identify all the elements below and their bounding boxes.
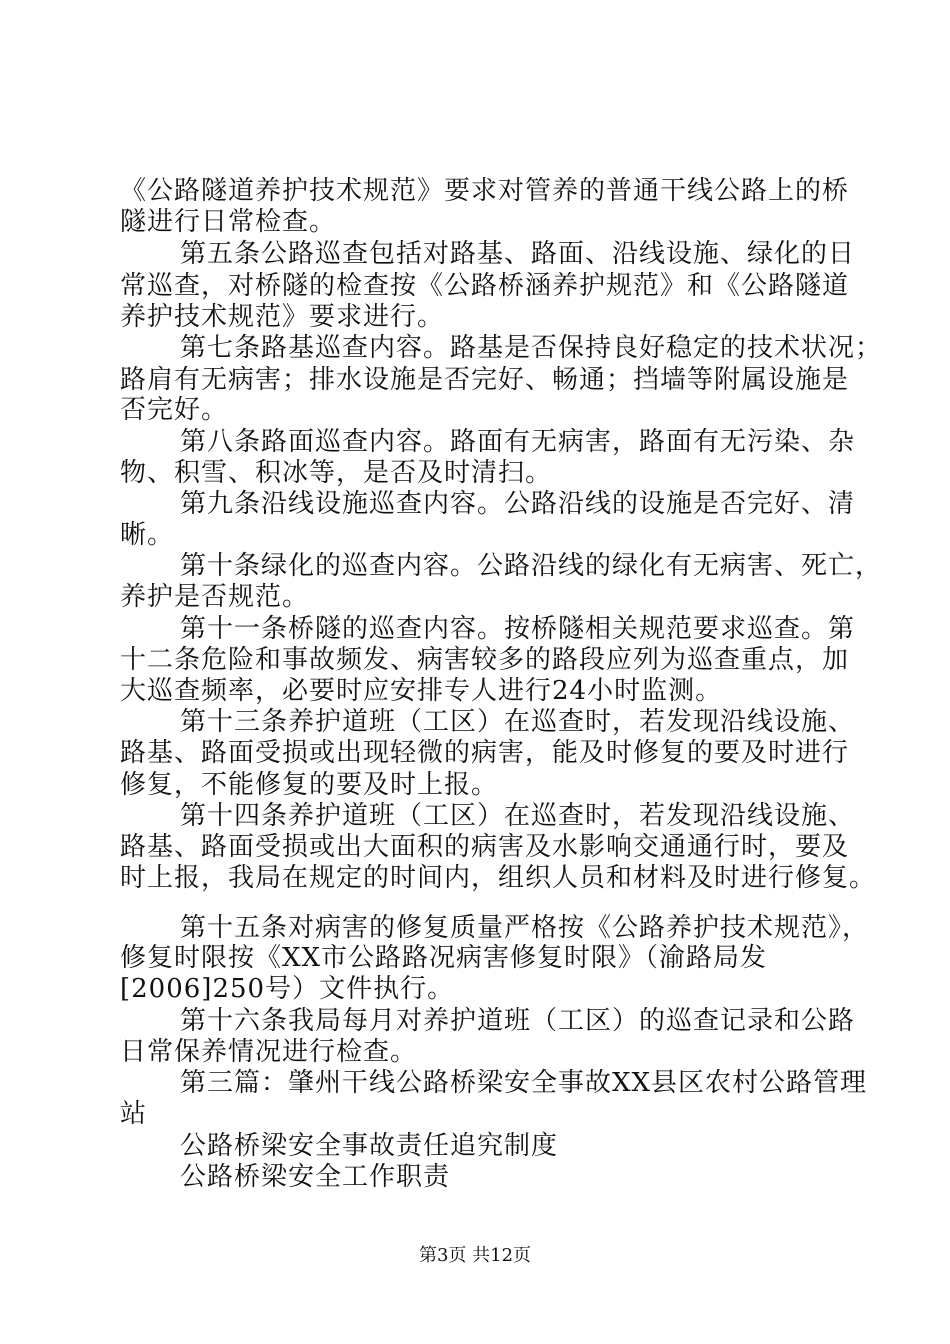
text-line: 路基、路面受损或出大面积的病害及水影响交通通行时，要及	[120, 832, 850, 862]
text-line: 日常保养情况进行检查。	[120, 1037, 418, 1067]
text-line: 养护技术规范》要求进行。	[120, 302, 445, 332]
text-line: 大巡查频率，必要时应安排专人进行24小时监测。	[120, 676, 723, 706]
text-line: 第八条路面巡查内容。路面有无病害，路面有无污染、杂	[180, 427, 856, 457]
page-number-footer: 第3页 共12页	[418, 1245, 532, 1266]
text-line: 修复时限按《XX市公路路况病害修复时限》（渝路局发	[120, 943, 768, 973]
text-line: 路肩有无病害；排水设施是否完好、畅通；挡墙等附属设施是	[120, 365, 850, 395]
text-line: 十二条危险和事故频发、病害较多的路段应列为巡查重点，加	[120, 645, 850, 675]
text-line: 第十六条我局每月对养护道班（工区）的巡查记录和公路	[180, 1006, 856, 1036]
text-line: 晰。	[120, 520, 175, 550]
text-line: 公路桥梁安全事故责任追究制度	[180, 1131, 559, 1161]
text-line: 第五条公路巡查包括对路基、路面、沿线设施、绿化的日	[180, 239, 856, 269]
text-line: 第三篇：肇州干线公路桥梁安全事故XX县区农村公路管理	[180, 1068, 868, 1098]
text-line: 第十五条对病害的修复质量严格按《公路养护技术规范》，	[180, 913, 870, 943]
text-line: 第九条沿线设施巡查内容。公路沿线的设施是否完好、清	[180, 489, 856, 519]
text-line: 时上报，我局在规定的时间内，组织人员和材料及时进行修复。	[120, 863, 877, 893]
text-line: 隧进行日常检查。	[120, 207, 337, 237]
text-line: 物、积雪、积冰等，是否及时清扫。	[120, 458, 553, 488]
text-line: 站	[120, 1099, 148, 1129]
text-line: 公路桥梁安全工作职责	[180, 1162, 451, 1192]
text-line: 第七条路基巡查内容。路基是否保持良好稳定的技术状况；	[180, 333, 883, 363]
text-line: 第十三条养护道班（工区）在巡查时，若发现沿线设施、	[180, 707, 856, 737]
text-line: 第十四条养护道班（工区）在巡查时，若发现沿线设施、	[180, 801, 856, 831]
text-line: 常巡查，对桥隧的检查按《公路桥涵养护规范》和《公路隧道	[120, 271, 850, 301]
text-line: 养护是否规范。	[120, 582, 310, 612]
text-line: 路基、路面受损或出现轻微的病害，能及时修复的要及时进行	[120, 738, 850, 768]
text-line: [2006]250号）文件执行。	[120, 974, 455, 1004]
text-line: 修复，不能修复的要及时上报。	[120, 770, 499, 800]
text-line: 第十一条桥隧的巡查内容。按桥隧相关规范要求巡查。第	[180, 614, 856, 644]
text-line: 第十条绿化的巡查内容。公路沿线的绿化有无病害、死亡，	[180, 551, 883, 581]
text-line: 《公路隧道养护技术规范》要求对管养的普通干线公路上的桥	[120, 176, 850, 206]
text-line: 否完好。	[120, 395, 229, 425]
